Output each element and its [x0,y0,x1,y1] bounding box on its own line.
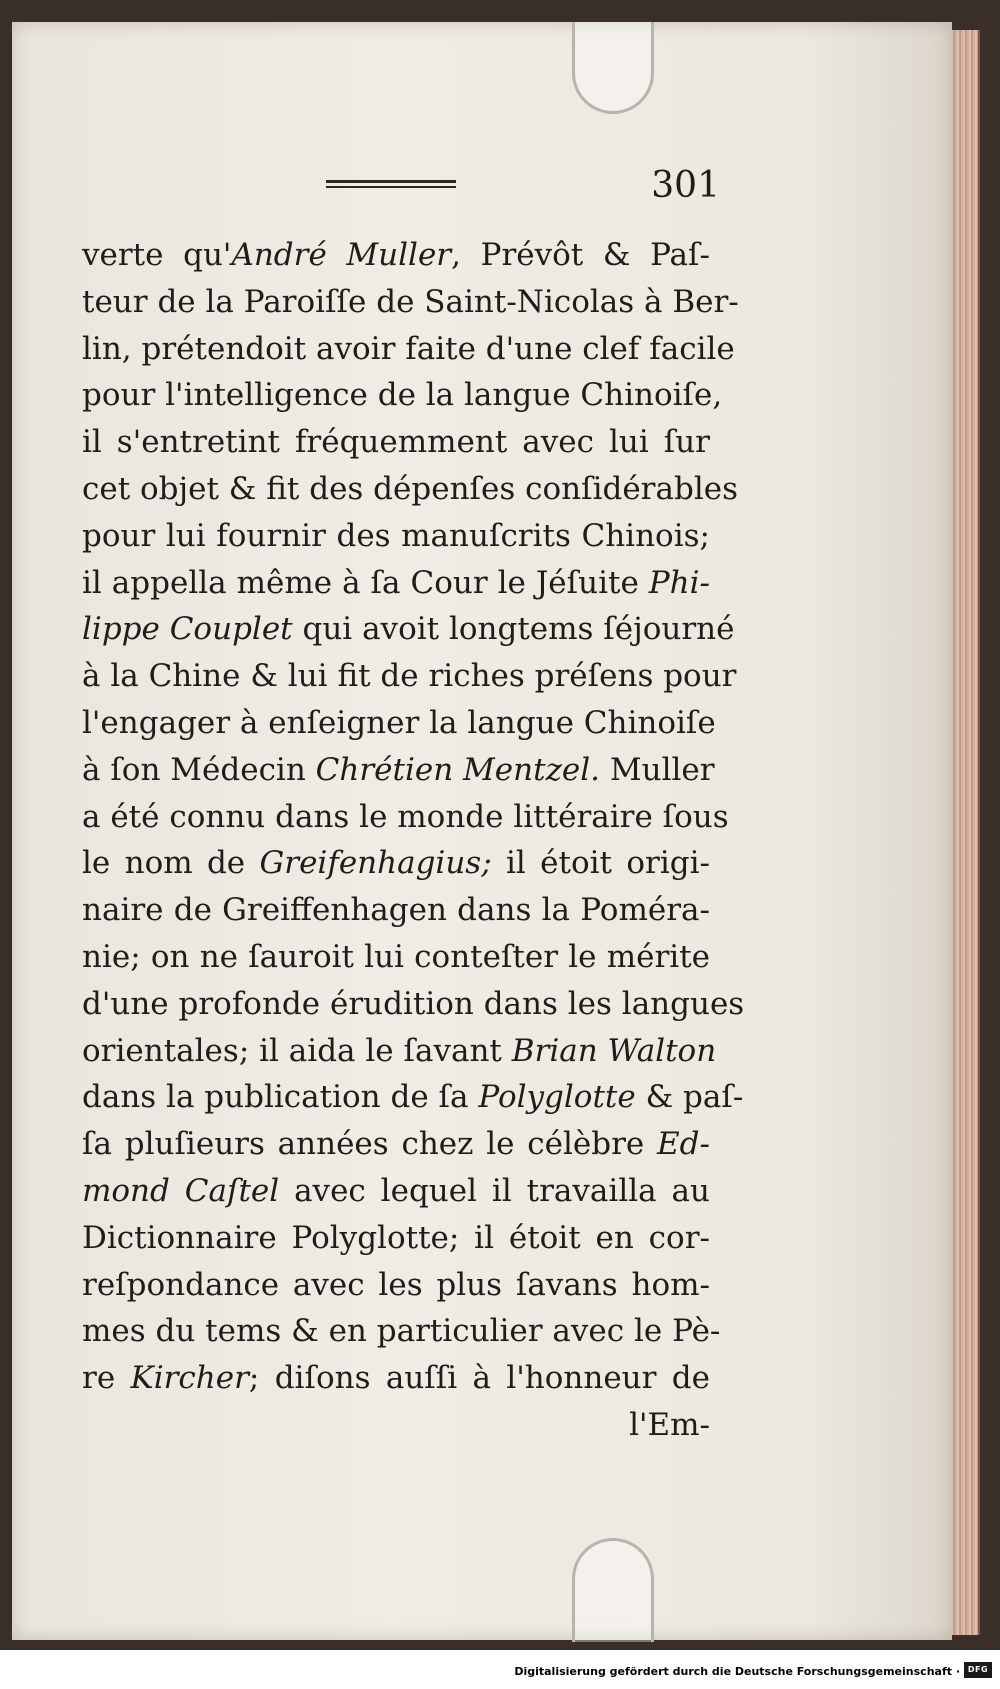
text-line [82,1074,744,1121]
text-line [82,887,710,934]
text-run: orientales; il aida le ſavant [82,1032,512,1069]
text-run: & paſ- [635,1079,744,1116]
text-run: pour lui fournir des manuſcrits Chinois; [82,517,710,554]
header-rule [326,180,456,188]
dfg-logo-icon: DFG [964,1662,992,1678]
text-run: lin, prétendoit avoir faite d'une clef facile [82,330,735,367]
text-run: a été connu dans le monde littéraire ſous [82,798,729,835]
text-line [82,1402,710,1449]
italic-name: Chrétien Mentzel. [315,751,601,788]
text-line [82,981,745,1028]
text-line [82,1355,710,1402]
text-line [82,934,710,981]
text-line [82,232,710,279]
text-run: qui avoit longtems ſéjourné [292,611,735,648]
text-line [82,372,723,419]
text-run: ſa pluſieurs années chez le célèbre [82,1126,658,1163]
bottom-book-clip [572,1538,654,1642]
text-run: Dictionnaire Polyglotte; il étoit en cor- [82,1219,710,1256]
text-run: nie; on ne ſauroit lui conteſter le mérite [82,938,710,975]
text-line [82,326,735,373]
text-run: l'Em- [629,1406,710,1443]
text-line [82,653,737,700]
text-run: avec lequel il travailla au [279,1172,710,1209]
text-run: ; diſons auſſi à l'honneur de [248,1360,711,1397]
text-run: il appella même à ſa Cour le Jéſuite [82,564,649,601]
text-line [82,513,710,560]
text-run: dans la publication de ſa [82,1079,479,1116]
text-line [82,1168,710,1215]
text-run: à ſon Médecin [82,751,316,788]
text-run: Muller [600,751,715,788]
text-run: d'une profonde érudition dans les langues [82,985,745,1022]
italic-name: mond Caſtel [82,1172,280,1209]
text-run: cet objet & fit des dépenſes conſidérables [82,470,738,507]
italic-name: Ed- [657,1126,710,1163]
text-run: pour l'intelligence de la langue Chinoiſe, [82,377,723,414]
text-line [82,1215,710,1262]
text-run: mes du tems & en particulier avec le Pè- [82,1313,721,1350]
funding-notice: Digitalisierung gefördert durch die Deutsche Forschungsgemeinschaft · [514,1665,960,1678]
text-run: naire de Greiffenhagen dans la Poméra- [82,892,710,929]
text-run: le nom de [82,845,260,882]
italic-name: lippe Couplet [82,611,293,648]
text-run: à la Chine & lui fit de riches préſens pour [82,658,737,695]
text-line [82,840,710,887]
text-line [82,747,715,794]
text-run: reſpondance avec les plus ſavans hom- [82,1266,710,1303]
page-edge [950,30,980,1635]
italic-name: Kircher [130,1360,249,1397]
text-run: teur de la Paroiſſe de Saint-Nicolas à Ber- [82,283,739,320]
text-line [82,794,729,841]
footer-bar [0,1652,1000,1689]
italic-name: Polyglotte [478,1079,636,1116]
text-line [82,1262,710,1309]
text-run: , Prévôt & Paſ- [451,237,710,273]
text-run: l'engager à enſeigner la langue Chinoiſe [82,704,716,741]
italic-name: Phi- [648,564,710,601]
page-number: 301 [651,165,720,206]
text-line [82,279,739,326]
text-line [82,1308,721,1355]
text-line [82,700,716,747]
text-line [82,466,738,513]
italic-name: André Muller [231,237,452,273]
text-run: il étoit origi- [491,845,710,882]
italic-name: Brian Walton [511,1032,717,1069]
text-line [82,606,735,653]
body-text [82,232,745,1449]
italic-name: Greifenhagius; [259,845,492,882]
text-run: verte qu' [82,237,232,273]
top-book-clip [572,22,654,114]
text-run: re [82,1360,131,1397]
text-line [82,419,710,466]
text-line [82,560,710,607]
text-line [82,1028,717,1075]
text-run: il s'entretint fréquemment avec lui ſur [82,424,710,461]
text-line [82,1121,710,1168]
